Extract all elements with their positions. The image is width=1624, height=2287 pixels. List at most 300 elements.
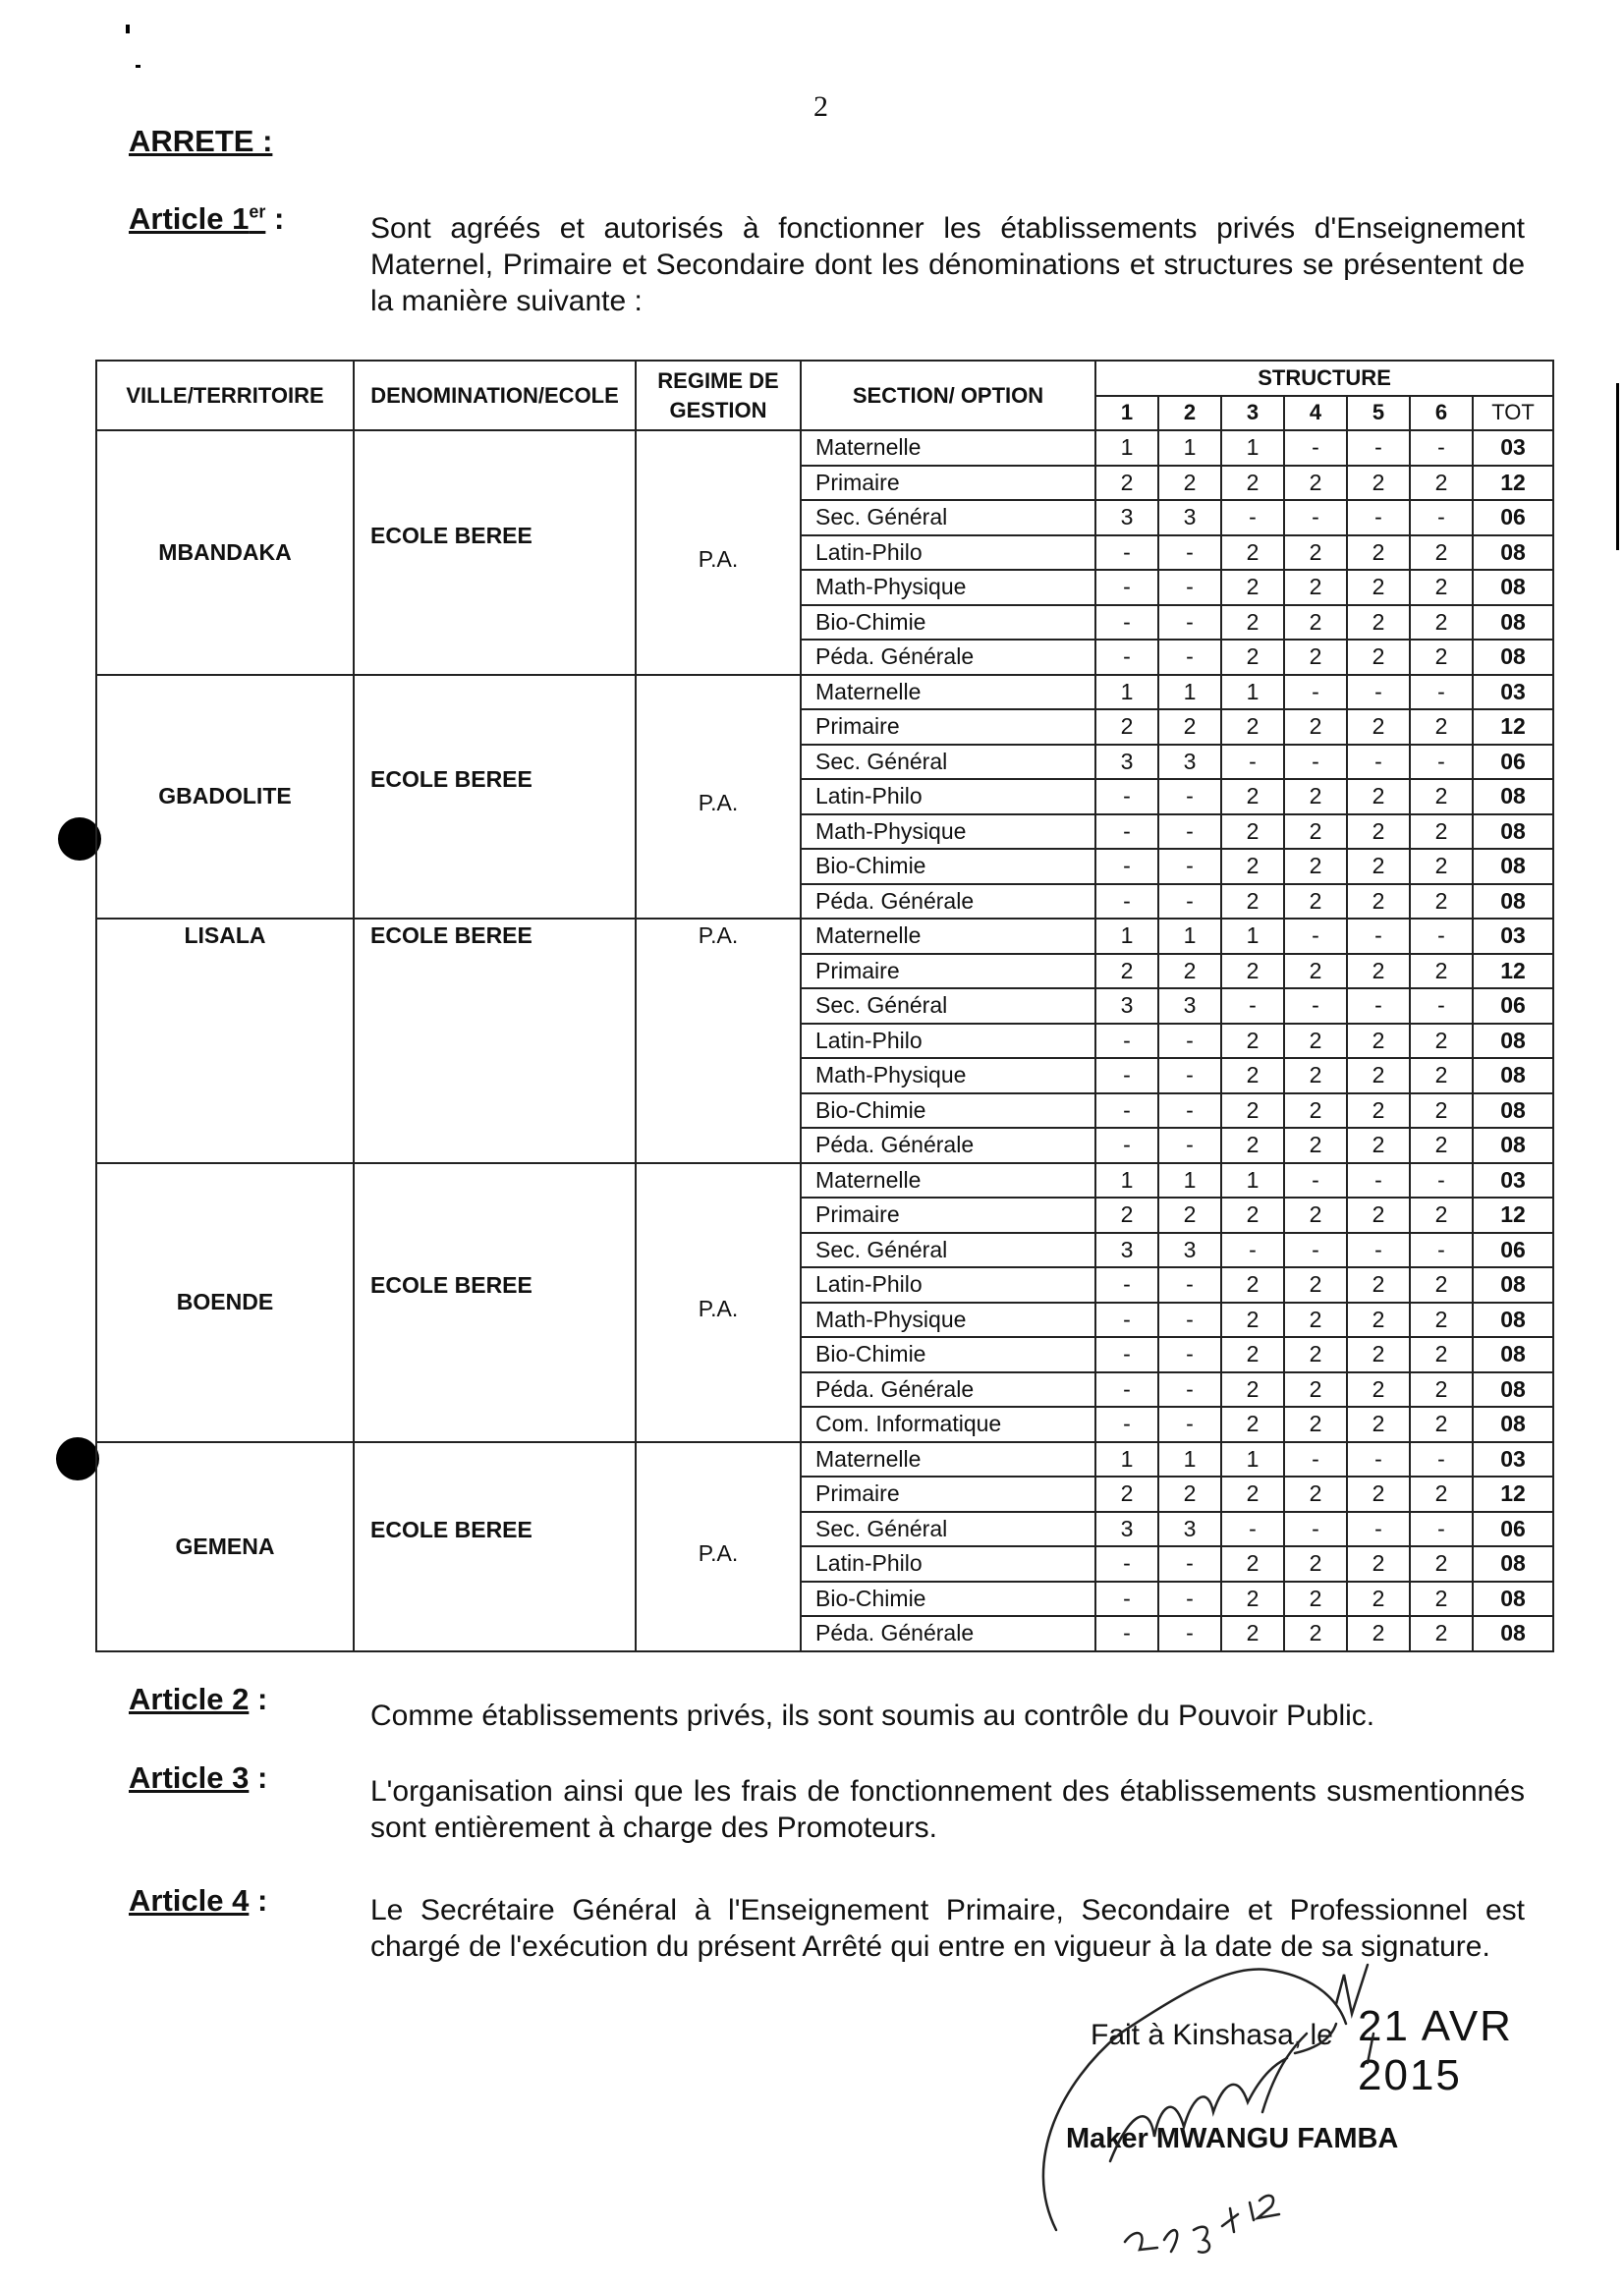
cell-value: 2 [1410, 1058, 1473, 1093]
cell-value: 2 [1347, 709, 1410, 745]
cell-value: - [1158, 1267, 1221, 1303]
cell-section: Math-Physique [801, 570, 1095, 605]
cell-value: - [1284, 745, 1347, 780]
cell-value: - [1095, 570, 1158, 605]
cell-value: - [1410, 988, 1473, 1024]
cell-total: 08 [1473, 535, 1553, 571]
cell-ville: LISALA [96, 919, 354, 1163]
cell-value: 1 [1221, 1163, 1284, 1199]
cell-value: 2 [1410, 884, 1473, 920]
cell-value: - [1410, 1442, 1473, 1478]
cell-value: 2 [1095, 1477, 1158, 1512]
cell-section: Bio-Chimie [801, 1337, 1095, 1372]
cell-value: 2 [1221, 1267, 1284, 1303]
article-3-text: L'organisation ainsi que les frais de fonctionnement des établissements susmentionnés sont entièrement à charge des Promoteurs. [370, 1775, 1525, 1844]
cell-total: 08 [1473, 1407, 1553, 1442]
cell-total: 03 [1473, 430, 1553, 466]
cell-value: 2 [1284, 884, 1347, 920]
cell-value: - [1221, 1512, 1284, 1547]
cell-value: 2 [1410, 1407, 1473, 1442]
header-col-4: 4 [1284, 396, 1347, 431]
cell-value: 2 [1221, 1058, 1284, 1093]
cell-value: 2 [1347, 1058, 1410, 1093]
cell-value: 3 [1095, 988, 1158, 1024]
cell-value: 3 [1158, 1233, 1221, 1268]
cell-value: 2 [1158, 466, 1221, 501]
date-stamp: 21 AVR 2015 [1358, 2002, 1513, 2099]
cell-value: 2 [1284, 779, 1347, 814]
cell-value: - [1158, 1093, 1221, 1129]
cell-total: 12 [1473, 709, 1553, 745]
header-ville: VILLE/TERRITOIRE [96, 361, 354, 430]
cell-value: 2 [1347, 1198, 1410, 1233]
cell-value: - [1095, 1372, 1158, 1408]
cell-total: 08 [1473, 570, 1553, 605]
cell-ecole: ECOLE BEREE [354, 430, 636, 675]
cell-value: 2 [1410, 1546, 1473, 1582]
cell-value: 1 [1158, 675, 1221, 710]
cell-value: - [1221, 500, 1284, 535]
cell-section: Primaire [801, 954, 1095, 989]
cell-total: 06 [1473, 1233, 1553, 1268]
cell-value: - [1221, 988, 1284, 1024]
cell-section: Péda. Générale [801, 1616, 1095, 1651]
cell-value: - [1410, 1512, 1473, 1547]
cell-value: 2 [1221, 849, 1284, 884]
cell-value: 2 [1410, 1303, 1473, 1338]
cell-section: Latin-Philo [801, 1267, 1095, 1303]
cell-value: 2 [1221, 1337, 1284, 1372]
cell-total: 08 [1473, 640, 1553, 675]
cell-section: Primaire [801, 1198, 1095, 1233]
cell-value: 2 [1221, 779, 1284, 814]
cell-value: 2 [1221, 466, 1284, 501]
cell-section: Primaire [801, 466, 1095, 501]
cell-value: 2 [1410, 1337, 1473, 1372]
cell-value: - [1095, 1128, 1158, 1163]
cell-ecole: ECOLE BEREE [354, 675, 636, 920]
header-col-2: 2 [1158, 396, 1221, 431]
cell-value: 2 [1221, 1024, 1284, 1059]
header-col-6: 6 [1410, 396, 1473, 431]
cell-value: - [1347, 1233, 1410, 1268]
cell-value: 2 [1284, 1546, 1347, 1582]
header-col-3: 3 [1221, 396, 1284, 431]
cell-value: 2 [1410, 466, 1473, 501]
cell-value: - [1347, 500, 1410, 535]
cell-section: Sec. Général [801, 988, 1095, 1024]
cell-section: Maternelle [801, 430, 1095, 466]
cell-value: - [1284, 675, 1347, 710]
cell-value: 2 [1158, 1198, 1221, 1233]
heading-arrete: ARRETE : [129, 124, 273, 158]
cell-value: - [1095, 1407, 1158, 1442]
cell-value: 2 [1221, 1407, 1284, 1442]
cell-section: Sec. Général [801, 1233, 1095, 1268]
cell-value: 2 [1410, 814, 1473, 850]
cell-total: 06 [1473, 988, 1553, 1024]
cell-value: - [1095, 1546, 1158, 1582]
cell-section: Sec. Général [801, 500, 1095, 535]
cell-ville: MBANDAKA [96, 430, 354, 675]
cell-value: 2 [1284, 954, 1347, 989]
cell-value: 2 [1410, 709, 1473, 745]
cell-total: 12 [1473, 1198, 1553, 1233]
cell-value: 2 [1221, 1372, 1284, 1408]
cell-value: 1 [1095, 919, 1158, 954]
cell-value: 2 [1221, 1477, 1284, 1512]
cell-total: 08 [1473, 1058, 1553, 1093]
cell-value: - [1158, 1407, 1221, 1442]
cell-section: Péda. Générale [801, 1128, 1095, 1163]
cell-value: 3 [1158, 500, 1221, 535]
cell-value: 2 [1410, 640, 1473, 675]
cell-ecole: ECOLE BEREE [354, 1442, 636, 1651]
cell-section: Péda. Générale [801, 1372, 1095, 1408]
cell-value: 2 [1284, 1128, 1347, 1163]
cell-value: 2 [1347, 779, 1410, 814]
cell-section: Latin-Philo [801, 535, 1095, 571]
cell-value: 2 [1347, 1582, 1410, 1617]
cell-value: - [1095, 884, 1158, 920]
cell-value: 2 [1158, 709, 1221, 745]
cell-value: 2 [1284, 1303, 1347, 1338]
cell-regime: P.A. [636, 1442, 801, 1651]
cell-value: 1 [1158, 1163, 1221, 1199]
cell-value: 2 [1410, 1477, 1473, 1512]
cell-value: 2 [1410, 1372, 1473, 1408]
cell-value: - [1347, 430, 1410, 466]
cell-value: - [1158, 605, 1221, 641]
cell-value: 2 [1284, 1616, 1347, 1651]
cell-value: 2 [1410, 605, 1473, 641]
cell-total: 03 [1473, 1442, 1553, 1478]
cell-value: 2 [1410, 1198, 1473, 1233]
cell-value: 2 [1158, 1477, 1221, 1512]
cell-total: 03 [1473, 1163, 1553, 1199]
cell-value: 2 [1284, 849, 1347, 884]
cell-value: 1 [1095, 1442, 1158, 1478]
cell-value: 2 [1221, 1303, 1284, 1338]
page-number: 2 [813, 90, 828, 123]
cell-value: - [1284, 430, 1347, 466]
cell-value: - [1095, 849, 1158, 884]
cell-value: 2 [1410, 1267, 1473, 1303]
cell-value: 2 [1221, 884, 1284, 920]
cell-section: Primaire [801, 1477, 1095, 1512]
header-col-5: 5 [1347, 396, 1410, 431]
cell-value: - [1158, 1372, 1221, 1408]
cell-total: 08 [1473, 1024, 1553, 1059]
header-section: SECTION/ OPTION [801, 361, 1095, 430]
cell-value: - [1158, 1024, 1221, 1059]
cell-value: 2 [1284, 466, 1347, 501]
cell-value: - [1410, 675, 1473, 710]
cell-section: Math-Physique [801, 814, 1095, 850]
cell-value: 3 [1158, 988, 1221, 1024]
cell-value: - [1158, 1337, 1221, 1372]
cell-value: 2 [1284, 1477, 1347, 1512]
cell-section: Primaire [801, 709, 1095, 745]
fait-a-kinshasa: Fait à Kinshasa, le [1091, 2019, 1333, 2051]
cell-value: - [1284, 500, 1347, 535]
cell-ecole: ECOLE BEREE [354, 1163, 636, 1442]
cell-value: - [1158, 1058, 1221, 1093]
cell-value: 2 [1221, 1198, 1284, 1233]
cell-value: - [1347, 1512, 1410, 1547]
cell-value: 2 [1284, 640, 1347, 675]
cell-value: 2 [1221, 814, 1284, 850]
cell-value: - [1158, 1546, 1221, 1582]
cell-value: 2 [1284, 1407, 1347, 1442]
cell-value: 2 [1347, 1372, 1410, 1408]
header-col-tot: TOT [1473, 396, 1553, 431]
header-col-1: 1 [1095, 396, 1158, 431]
cell-total: 08 [1473, 849, 1553, 884]
cell-value: - [1410, 919, 1473, 954]
cell-value: - [1158, 1616, 1221, 1651]
cell-value: 2 [1095, 466, 1158, 501]
cell-value: 2 [1410, 954, 1473, 989]
cell-value: 2 [1221, 1546, 1284, 1582]
cell-value: 2 [1284, 535, 1347, 571]
cell-value: 2 [1221, 570, 1284, 605]
cell-value: 2 [1221, 640, 1284, 675]
cell-value: 2 [1284, 1267, 1347, 1303]
cell-value: 3 [1158, 745, 1221, 780]
cell-value: 2 [1095, 954, 1158, 989]
cell-value: - [1158, 779, 1221, 814]
cell-value: 2 [1284, 1582, 1347, 1617]
cell-total: 06 [1473, 745, 1553, 780]
cell-total: 08 [1473, 605, 1553, 641]
cell-value: - [1284, 988, 1347, 1024]
cell-total: 08 [1473, 1546, 1553, 1582]
cell-section: Péda. Générale [801, 884, 1095, 920]
cell-value: 2 [1284, 1372, 1347, 1408]
article-1-label: Article 1er : [129, 201, 285, 236]
article-2-label: Article 2 : [129, 1682, 268, 1716]
cell-value: 2 [1284, 605, 1347, 641]
cell-value: - [1158, 884, 1221, 920]
cell-total: 08 [1473, 884, 1553, 920]
cell-value: - [1284, 919, 1347, 954]
cell-section: Maternelle [801, 1442, 1095, 1478]
cell-total: 08 [1473, 1616, 1553, 1651]
cell-value: 2 [1284, 814, 1347, 850]
cell-value: - [1095, 640, 1158, 675]
cell-value: 2 [1221, 1616, 1284, 1651]
cell-section: Bio-Chimie [801, 1582, 1095, 1617]
cell-value: 1 [1158, 919, 1221, 954]
cell-value: - [1095, 779, 1158, 814]
cell-total: 06 [1473, 1512, 1553, 1547]
cell-value: - [1347, 988, 1410, 1024]
cell-value: - [1158, 570, 1221, 605]
cell-value: 2 [1347, 849, 1410, 884]
cell-value: 2 [1221, 1582, 1284, 1617]
cell-value: 2 [1347, 1024, 1410, 1059]
cell-value: 2 [1347, 1267, 1410, 1303]
header-regime: REGIME DE GESTION [636, 361, 801, 430]
cell-value: 1 [1221, 919, 1284, 954]
cell-ville: GBADOLITE [96, 675, 354, 920]
cell-value: 1 [1158, 1442, 1221, 1478]
cell-value: - [1284, 1512, 1347, 1547]
cell-value: 2 [1410, 1128, 1473, 1163]
cell-value: 1 [1095, 1163, 1158, 1199]
cell-total: 08 [1473, 1337, 1553, 1372]
cell-value: 2 [1158, 954, 1221, 989]
cell-total: 06 [1473, 500, 1553, 535]
cell-value: - [1221, 1233, 1284, 1268]
cell-regime: P.A. [636, 1163, 801, 1442]
cell-section: Latin-Philo [801, 779, 1095, 814]
cell-total: 08 [1473, 1582, 1553, 1617]
cell-value: - [1158, 849, 1221, 884]
cell-value: - [1095, 1058, 1158, 1093]
cell-value: 2 [1347, 1128, 1410, 1163]
cell-section: Bio-Chimie [801, 1093, 1095, 1129]
cell-value: 2 [1221, 535, 1284, 571]
cell-value: 2 [1410, 1093, 1473, 1129]
cell-total: 08 [1473, 1128, 1553, 1163]
cell-value: 2 [1284, 709, 1347, 745]
cell-value: 2 [1221, 605, 1284, 641]
cell-value: 2 [1347, 570, 1410, 605]
cell-value: - [1284, 1163, 1347, 1199]
cell-value: - [1410, 1233, 1473, 1268]
cell-value: 1 [1221, 675, 1284, 710]
cell-regime: P.A. [636, 430, 801, 675]
cell-ville: GEMENA [96, 1442, 354, 1651]
cell-total: 12 [1473, 466, 1553, 501]
cell-value: 2 [1410, 535, 1473, 571]
cell-ville: BOENDE [96, 1163, 354, 1442]
cell-value: - [1347, 919, 1410, 954]
cell-value: 3 [1095, 1233, 1158, 1268]
header-denomination: DENOMINATION/ECOLE [354, 361, 636, 430]
cell-value: - [1284, 1442, 1347, 1478]
cell-value: 2 [1410, 1582, 1473, 1617]
cell-value: 2 [1221, 709, 1284, 745]
cell-value: 1 [1158, 430, 1221, 466]
cell-value: 2 [1284, 1024, 1347, 1059]
cell-value: 3 [1158, 1512, 1221, 1547]
cell-regime: P.A. [636, 919, 801, 1163]
cell-value: 2 [1347, 1546, 1410, 1582]
cell-value: - [1347, 1442, 1410, 1478]
cell-value: - [1347, 675, 1410, 710]
cell-value: 2 [1221, 1093, 1284, 1129]
cell-value: 2 [1410, 1616, 1473, 1651]
cell-value: - [1095, 1024, 1158, 1059]
cell-value: 1 [1095, 430, 1158, 466]
cell-value: 2 [1347, 535, 1410, 571]
cell-value: - [1095, 1267, 1158, 1303]
cell-value: 2 [1347, 954, 1410, 989]
cell-total: 08 [1473, 814, 1553, 850]
cell-section: Latin-Philo [801, 1024, 1095, 1059]
cell-value: 2 [1410, 779, 1473, 814]
cell-value: - [1410, 430, 1473, 466]
cell-value: 2 [1221, 1128, 1284, 1163]
cell-section: Math-Physique [801, 1303, 1095, 1338]
cell-section: Latin-Philo [801, 1546, 1095, 1582]
cell-value: 2 [1095, 1198, 1158, 1233]
cell-total: 08 [1473, 1093, 1553, 1129]
cell-value: 2 [1347, 466, 1410, 501]
cell-value: 2 [1284, 1093, 1347, 1129]
cell-value: 2 [1347, 884, 1410, 920]
cell-ecole: ECOLE BEREE [354, 919, 636, 1163]
cell-value: - [1158, 814, 1221, 850]
cell-value: - [1158, 640, 1221, 675]
cell-value: - [1095, 1303, 1158, 1338]
cell-value: - [1221, 745, 1284, 780]
cell-value: 3 [1095, 745, 1158, 780]
cell-section: Bio-Chimie [801, 849, 1095, 884]
article-3-label: Article 3 : [129, 1760, 268, 1795]
cell-value: - [1158, 535, 1221, 571]
cell-section: Math-Physique [801, 1058, 1095, 1093]
cell-value: - [1095, 1582, 1158, 1617]
cell-value: - [1158, 1128, 1221, 1163]
cell-value: - [1095, 605, 1158, 641]
cell-value: 3 [1095, 500, 1158, 535]
cell-section: Sec. Général [801, 745, 1095, 780]
cell-value: - [1347, 745, 1410, 780]
cell-value: 2 [1284, 1198, 1347, 1233]
cell-value: - [1410, 500, 1473, 535]
cell-value: 1 [1221, 1442, 1284, 1478]
header-structure: STRUCTURE [1095, 361, 1553, 396]
cell-section: Maternelle [801, 1163, 1095, 1199]
cell-total: 03 [1473, 919, 1553, 954]
cell-value: - [1158, 1303, 1221, 1338]
cell-value: - [1095, 535, 1158, 571]
cell-value: 2 [1284, 1337, 1347, 1372]
cell-value: 2 [1284, 570, 1347, 605]
cell-value: - [1095, 1616, 1158, 1651]
cell-value: 2 [1347, 1093, 1410, 1129]
cell-value: 2 [1347, 1616, 1410, 1651]
cell-regime: P.A. [636, 675, 801, 920]
cell-value: - [1095, 1093, 1158, 1129]
cell-value: 2 [1410, 570, 1473, 605]
cell-total: 08 [1473, 1372, 1553, 1408]
cell-value: 2 [1347, 814, 1410, 850]
cell-section: Maternelle [801, 675, 1095, 710]
cell-total: 08 [1473, 779, 1553, 814]
cell-value: 2 [1410, 1024, 1473, 1059]
cell-value: 3 [1095, 1512, 1158, 1547]
cell-value: - [1095, 814, 1158, 850]
cell-total: 08 [1473, 1267, 1553, 1303]
cell-section: Com. Informatique [801, 1407, 1095, 1442]
cell-value: 2 [1410, 849, 1473, 884]
cell-value: - [1158, 1582, 1221, 1617]
cell-total: 08 [1473, 1303, 1553, 1338]
cell-value: 2 [1347, 1407, 1410, 1442]
article-4-text: Le Secrétaire Général à l'Enseignement Primaire, Secondaire et Professionnel est chargé de l'exécution du présent Arrêté qui entre en vigueur à la date de sa signature. [370, 1894, 1525, 1963]
cell-value: - [1347, 1163, 1410, 1199]
cell-value: - [1095, 1337, 1158, 1372]
cell-value: 2 [1347, 1337, 1410, 1372]
cell-total: 12 [1473, 954, 1553, 989]
cell-value: 2 [1284, 1058, 1347, 1093]
cell-value: 2 [1347, 605, 1410, 641]
